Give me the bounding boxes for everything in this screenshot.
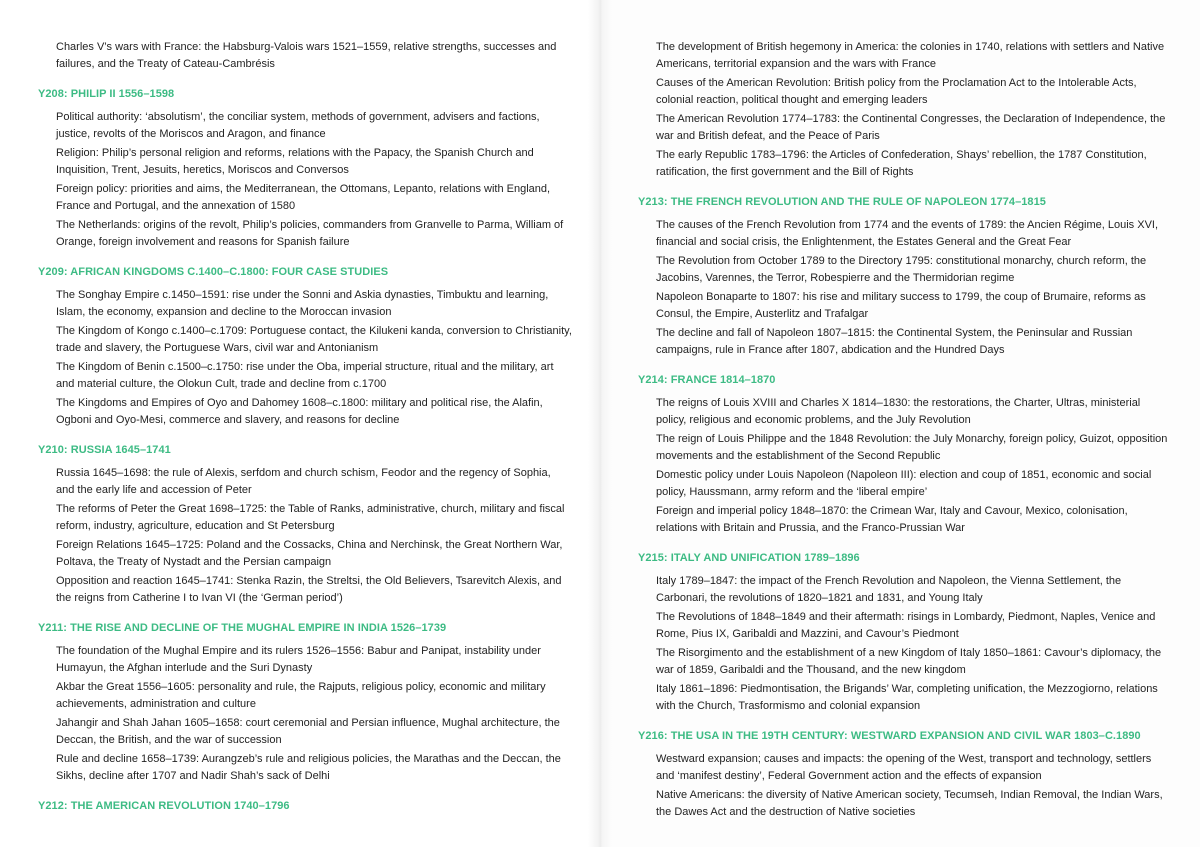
section-heading: Y213: THE FRENCH REVOLUTION AND THE RULE OF NAPOLEON 1774–1815 [638, 196, 1046, 208]
topic-entry: The decline and fall of Napoleon 1807–1815: the Continental System, the Peninsular and Russian campaigns, rule in France after 1807, abdication and the Hundred Days [656, 327, 1133, 356]
topic-entry: Westward expansion; causes and impacts: the opening of the West, transport and technology, settlers and ‘manifest destiny’, Federal Government action and the effects of expansion [656, 753, 1152, 782]
topic-entry: The Netherlands: origins of the revolt, Philip’s policies, commanders from Granvelle to Parma, William of Orange, foreign involvement and reasons for Spanish failure [56, 219, 564, 248]
section-heading: Y210: RUSSIA 1645–1741 [38, 444, 171, 456]
topic-entry: Causes of the American Revolution: British policy from the Proclamation Act to the Intolerable Acts, colonial reaction, political thought and emerging leaders [656, 77, 1137, 106]
intro-entry: Charles V’s wars with France: the Habsburg-Valois wars 1521–1559, relative strengths, successes and failures, and the Treaty of Cateau-Cambrésis [56, 41, 557, 70]
topic-entry: The reign of Louis Philippe and the 1848 Revolution: the July Monarchy, foreign policy, Guizot, opposition movements and the establishment of the Second Republic [656, 433, 1168, 462]
topic-entry: Political authority: ‘absolutism’, the conciliar system, methods of government, advisers and factions, justice, revolts of the Moriscos and Aragon, and finance [56, 111, 540, 140]
right-sections [638, 195, 1170, 821]
left-sections [38, 87, 572, 813]
topic-entry: The foundation of the Mughal Empire and its rulers 1526–1556: Babur and Panipat, instability under Humayun, the Afghan interlude and the Suri Dynasty [56, 645, 541, 674]
topic-entry: The Kingdom of Benin c.1500–c.1750: rise under the Oba, imperial structure, ritual and the military, art and material culture, the Olokun Cult, trade and decline from c.1700 [56, 361, 554, 390]
section-heading: Y208: PHILIP II 1556–1598 [38, 88, 175, 100]
topic-entry: The American Revolution 1774–1783: the Continental Congresses, the Declaration of Independence, the war and British defeat, and the Peace of Paris [656, 113, 1166, 142]
topic-entry: Religion: Philip’s personal religion and reforms, relations with the Papacy, the Spanish Church and Inquisition, Trent, Jesuits, heretics, Moriscos and Conversos [56, 147, 534, 176]
topic-entry: Native Americans: the diversity of Native American society, Tecumseh, Indian Removal, the Indian Wars, the Dawes Act and the destruction of Native societies [656, 789, 1163, 818]
right-page [600, 0, 1200, 847]
topic-entry: Napoleon Bonaparte to 1807: his rise and military success to 1799, the coup of Brumaire, reforms as Consul, the Empire, Austerlitz and Trafalgar [656, 291, 1146, 320]
topic-entry: Rule and decline 1658–1739: Aurangzeb’s rule and religious policies, the Marathas and the Deccan, the Sikhs, decline after 1707 and Nadir Shah’s sack of Delhi [56, 753, 561, 782]
topic-entry: The Revolution from October 1789 to the Directory 1795: constitutional monarchy, church reform, the Jacobins, Varennes, the Terror, Robespierre and the Thermidorian regime [656, 255, 1147, 284]
topic-entry: The Songhay Empire c.1450–1591: rise under the Sonni and Askia dynasties, Timbuktu and learning, Islam, the economy, expansion and decline to the Moroccan invasion [56, 289, 549, 318]
section-heading: Y216: THE USA IN THE 19TH CENTURY: WESTWARD EXPANSION AND CIVIL WAR 1803–C.1890 [638, 730, 1141, 742]
topic-entry: Domestic policy under Louis Napoleon (Napoleon III): election and coup of 1851, economic and social policy, Haussmann, army reform and the ‘liberal empire’ [656, 469, 1152, 498]
topic-entry: The Revolutions of 1848–1849 and their aftermath: risings in Lombardy, Piedmont, Naples, Venice and Rome, Pius IX, Garibaldi and Mazzini, and Cavour’s Piedmont [656, 611, 1156, 640]
topic-entry: Jahangir and Shah Jahan 1605–1658: court ceremonial and Persian influence, Mughal architecture, the Deccan, the British, and the war of succession [56, 717, 560, 746]
topic-entry: The reforms of Peter the Great 1698–1725: the Table of Ranks, administrative, church, military and fiscal reform, industry, agriculture, education and St Petersburg [56, 503, 565, 532]
topic-entry: The early Republic 1783–1796: the Articles of Confederation, Shays’ rebellion, the 1787 Constitution, ratification, the first government and the Bill of Rights [656, 149, 1147, 178]
section-heading: Y214: FRANCE 1814–1870 [638, 374, 776, 386]
topic-entry: The Kingdoms and Empires of Oyo and Dahomey 1608–c.1800: military and political rise, the Alafin, Ogboni and Oyo-Mesi, commerce and slavery, and reasons for decline [56, 397, 543, 426]
topic-entry: Opposition and reaction 1645–1741: Stenka Razin, the Streltsi, the Old Believers, Tsarevitch Alexis, and the reigns from Catherine I to Ivan VI (the ‘German period’) [56, 575, 562, 604]
section-heading: Y215: ITALY AND UNIFICATION 1789–1896 [638, 552, 860, 564]
section-heading: Y212: THE AMERICAN REVOLUTION 1740–1796 [38, 800, 290, 812]
right-intro-list [638, 39, 1170, 181]
topic-entry: Italy 1861–1896: Piedmontisation, the Brigands’ War, completing unification, the Mezzogiorno, relations with the Church, Trasformismo and colonial expansion [656, 683, 1158, 712]
topic-entry: Russia 1645–1698: the rule of Alexis, serfdom and church schism, Feodor and the regency of Sophia, and the early life and accession of Peter [56, 467, 551, 496]
topic-entry: Foreign Relations 1645–1725: Poland and the Cossacks, China and Nerchinsk, the Great Northern War, Poltava, the Treaty of Nystadt and the Persian campaign [56, 539, 563, 568]
topic-entry: The development of British hegemony in America: the colonies in 1740, relations with settlers and Native Americans, territorial expansion and the wars with France [656, 41, 1165, 70]
section-heading: Y211: THE RISE AND DECLINE OF THE MUGHAL EMPIRE IN INDIA 1526–1739 [38, 622, 447, 634]
topic-entry: The Risorgimento and the establishment of a new Kingdom of Italy 1850–1861: Cavour’s diplomacy, the war of 1859, Garibaldi and the Thousand, and the new kingdom [656, 647, 1162, 676]
section-heading: Y209: AFRICAN KINGDOMS C.1400–C.1800: FOUR CASE STUDIES [38, 266, 389, 278]
topic-entry: The Kingdom of Kongo c.1400–c.1709: Portuguese contact, the Kilukeni kanda, conversion to Christianity, trade and slavery, the Portuguese Wars, civil war and Antonianism [56, 325, 572, 354]
topic-entry: Italy 1789–1847: the impact of the French Revolution and Napoleon, the Vienna Settlement, the Carbonari, the revolutions of 1820–1821 and 1831, and Young Italy [656, 575, 1122, 604]
topic-entry: Foreign policy: priorities and aims, the Mediterranean, the Ottomans, Lepanto, relations with England, France and Portugal, and the annexation of 1580 [56, 183, 551, 212]
topic-entry: The causes of the French Revolution from 1774 and the events of 1789: the Ancien Régime, Louis XVI, financial and social crisis, the Enlightenment, the Estates General and the Great Fear [656, 219, 1159, 248]
topic-entry: The reigns of Louis XVIII and Charles X 1814–1830: the restorations, the Charter, Ultras, ministerial policy, religious and economic problems, and the July Revolution [656, 397, 1141, 426]
topic-entry: Akbar the Great 1556–1605: personality and rule, the Rajputs, religious policy, economic and military achievements, administration and culture [56, 681, 546, 710]
topic-entry: Foreign and imperial policy 1848–1870: the Crimean War, Italy and Cavour, Mexico, colonisation, relations with Britain and Prussia, and the Franco-Prussian War [656, 505, 1128, 534]
